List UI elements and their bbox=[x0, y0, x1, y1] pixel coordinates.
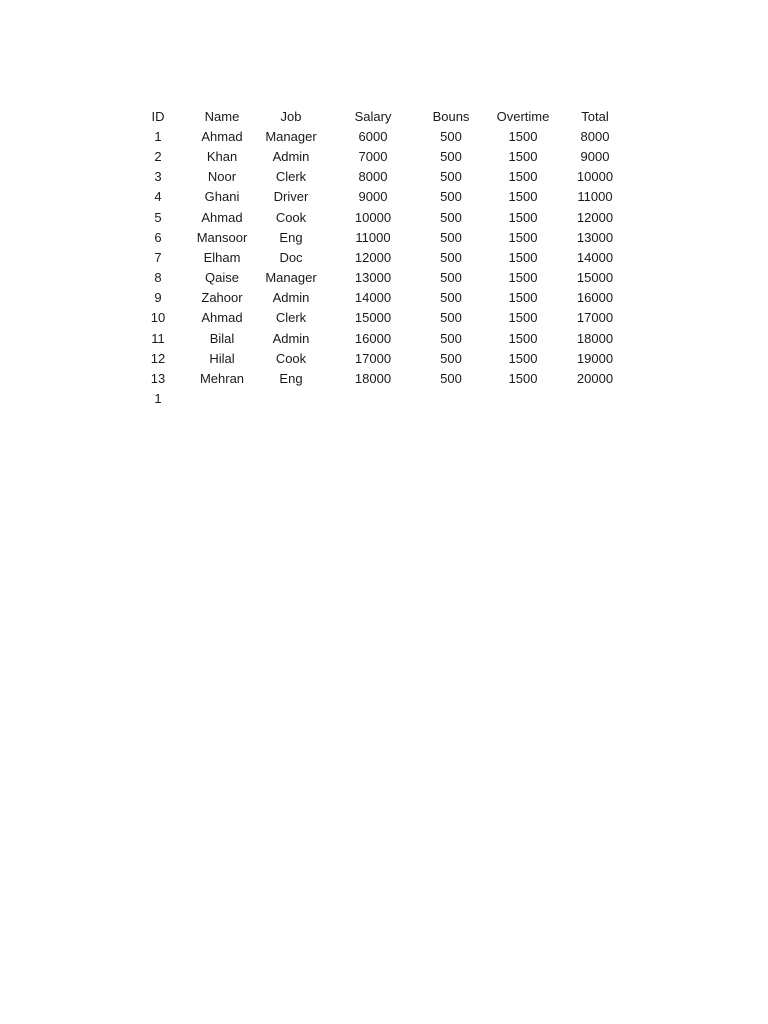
cell-salary[interactable]: 8000 bbox=[358, 169, 388, 185]
table-row bbox=[136, 187, 618, 207]
cell-salary[interactable]: 6000 bbox=[358, 128, 388, 144]
cell-bouns[interactable]: 500 bbox=[440, 330, 462, 346]
cell-id[interactable]: 5 bbox=[154, 209, 162, 225]
cell-id[interactable]: 10 bbox=[150, 310, 166, 326]
cell-overtime[interactable]: 1500 bbox=[508, 350, 538, 366]
cell-id[interactable]: 4 bbox=[154, 189, 162, 205]
cell-overtime[interactable]: 1500 bbox=[508, 189, 538, 205]
cell-id[interactable]: 2 bbox=[154, 148, 162, 164]
cell-salary[interactable]: 12000 bbox=[354, 249, 392, 265]
table-row bbox=[136, 389, 618, 409]
cell-bouns[interactable] bbox=[428, 389, 474, 409]
cell-job[interactable]: Driver bbox=[273, 189, 309, 205]
cell-job[interactable]: Cook bbox=[275, 350, 307, 366]
cell-overtime[interactable]: 1500 bbox=[508, 371, 538, 387]
cell-name[interactable]: Ahmad bbox=[201, 310, 243, 326]
cell-job[interactable]: Admin bbox=[272, 330, 310, 346]
header-overtime[interactable]: Overtime bbox=[496, 108, 550, 124]
cell-bouns[interactable]: 500 bbox=[440, 148, 462, 164]
cell-job[interactable]: Cook bbox=[275, 209, 307, 225]
cell-overtime[interactable]: 1500 bbox=[508, 128, 538, 144]
header-bouns[interactable]: Bouns bbox=[432, 108, 470, 124]
cell-job[interactable]: Manager bbox=[265, 270, 317, 286]
cell-name[interactable]: Mehran bbox=[199, 371, 245, 387]
cell-overtime[interactable]: 1500 bbox=[508, 330, 538, 346]
cell-salary[interactable]: 10000 bbox=[354, 209, 392, 225]
cell-name[interactable]: Khan bbox=[206, 148, 238, 164]
table-row bbox=[136, 288, 618, 308]
cell-total[interactable]: 13000 bbox=[576, 229, 614, 245]
cell-bouns[interactable]: 500 bbox=[440, 189, 462, 205]
cell-job[interactable] bbox=[264, 389, 318, 409]
cell-total[interactable]: 8000 bbox=[580, 128, 610, 144]
cell-salary[interactable]: 11000 bbox=[355, 229, 391, 245]
cell-total[interactable]: 14000 bbox=[576, 249, 614, 265]
cell-total[interactable]: 12000 bbox=[576, 209, 614, 225]
employee-table bbox=[136, 106, 618, 409]
header-job[interactable]: Job bbox=[280, 108, 302, 124]
cell-overtime[interactable]: 1500 bbox=[508, 310, 538, 326]
cell-total[interactable]: 15000 bbox=[576, 270, 614, 286]
cell-job[interactable]: Manager bbox=[265, 128, 317, 144]
cell-id[interactable]: 3 bbox=[154, 169, 162, 185]
cell-name[interactable]: Elham bbox=[203, 249, 241, 265]
cell-total[interactable]: 9000 bbox=[580, 148, 610, 164]
cell-overtime[interactable]: 1500 bbox=[508, 209, 538, 225]
table-row bbox=[136, 268, 618, 288]
cell-bouns[interactable]: 500 bbox=[440, 350, 462, 366]
cell-name[interactable]: Ahmad bbox=[201, 128, 243, 144]
cell-id[interactable]: 8 bbox=[154, 270, 162, 286]
cell-total[interactable]: 16000 bbox=[576, 290, 614, 306]
cell-name[interactable]: Hilal bbox=[209, 350, 235, 366]
cell-salary[interactable]: 13000 bbox=[354, 270, 392, 286]
cell-job[interactable]: Admin bbox=[272, 290, 310, 306]
cell-total[interactable]: 20000 bbox=[576, 371, 614, 387]
cell-overtime[interactable]: 1500 bbox=[508, 249, 538, 265]
cell-salary[interactable]: 18000 bbox=[354, 371, 392, 387]
cell-job[interactable]: Eng bbox=[279, 229, 303, 245]
cell-id[interactable]: 1 bbox=[154, 128, 162, 144]
header-row bbox=[136, 106, 618, 126]
cell-id[interactable]: 9 bbox=[154, 290, 162, 306]
cell-bouns[interactable]: 500 bbox=[440, 229, 462, 245]
cell-job[interactable]: Clerk bbox=[275, 310, 307, 326]
cell-job[interactable]: Doc bbox=[279, 249, 303, 265]
cell-overtime[interactable]: 1500 bbox=[508, 229, 538, 245]
header-total[interactable]: Total bbox=[581, 108, 609, 124]
cell-salary[interactable]: 9000 bbox=[358, 189, 388, 205]
cell-bouns[interactable]: 500 bbox=[440, 209, 462, 225]
cell-id[interactable]: 12 bbox=[150, 350, 166, 366]
table-row bbox=[136, 368, 618, 388]
table-row bbox=[136, 207, 618, 227]
table-row bbox=[136, 227, 618, 247]
cell-salary[interactable]: 7000 bbox=[358, 148, 388, 164]
cell-overtime[interactable] bbox=[474, 389, 572, 409]
cell-overtime[interactable]: 1500 bbox=[508, 148, 538, 164]
cell-bouns[interactable]: 500 bbox=[440, 249, 462, 265]
cell-total[interactable] bbox=[572, 389, 618, 409]
table-row bbox=[136, 167, 618, 187]
header-salary[interactable]: Salary bbox=[354, 108, 392, 124]
cell-job[interactable]: Eng bbox=[279, 371, 303, 387]
header-name[interactable]: Name bbox=[204, 108, 240, 124]
cell-id[interactable]: 1 bbox=[154, 391, 162, 407]
cell-name[interactable]: Ghani bbox=[204, 189, 240, 205]
cell-name[interactable] bbox=[180, 389, 264, 409]
cell-salary[interactable]: 17000 bbox=[354, 350, 392, 366]
cell-salary[interactable]: 15000 bbox=[354, 310, 392, 326]
cell-id[interactable]: 11 bbox=[151, 330, 165, 346]
cell-salary[interactable]: 16000 bbox=[354, 330, 392, 346]
table-row bbox=[136, 328, 618, 348]
cell-bouns[interactable]: 500 bbox=[440, 270, 462, 286]
cell-bouns[interactable]: 500 bbox=[440, 290, 462, 306]
cell-overtime[interactable]: 1500 bbox=[508, 270, 538, 286]
cell-job[interactable]: Admin bbox=[272, 148, 310, 164]
cell-job[interactable]: Clerk bbox=[275, 169, 307, 185]
cell-total[interactable]: 10000 bbox=[576, 169, 614, 185]
cell-total[interactable]: 18000 bbox=[576, 330, 614, 346]
table-body bbox=[136, 126, 618, 409]
table-row bbox=[136, 126, 618, 146]
cell-name[interactable]: Mansoor bbox=[196, 229, 248, 245]
cell-bouns[interactable]: 500 bbox=[440, 371, 462, 387]
cell-name[interactable]: Ahmad bbox=[201, 209, 243, 225]
cell-overtime[interactable]: 1500 bbox=[508, 169, 538, 185]
cell-name[interactable]: Noor bbox=[207, 169, 237, 185]
header-id[interactable]: ID bbox=[151, 108, 165, 124]
cell-salary[interactable]: 14000 bbox=[354, 290, 392, 306]
cell-name[interactable]: Zahoor bbox=[201, 290, 243, 306]
cell-total[interactable]: 19000 bbox=[576, 350, 614, 366]
table-row bbox=[136, 308, 618, 328]
cell-salary[interactable] bbox=[318, 389, 428, 409]
table-row bbox=[136, 348, 618, 368]
cell-total[interactable]: 11000 bbox=[577, 189, 613, 205]
table-row bbox=[136, 146, 618, 166]
cell-id[interactable]: 6 bbox=[154, 229, 162, 245]
cell-overtime[interactable]: 1500 bbox=[508, 290, 538, 306]
cell-name[interactable]: Qaise bbox=[205, 270, 239, 286]
cell-name[interactable]: Bilal bbox=[209, 330, 235, 346]
cell-id[interactable]: 7 bbox=[154, 249, 162, 265]
table-row bbox=[136, 247, 618, 267]
cell-bouns[interactable]: 500 bbox=[440, 128, 462, 144]
cell-bouns[interactable]: 500 bbox=[440, 169, 462, 185]
cell-id[interactable]: 13 bbox=[150, 371, 166, 387]
cell-bouns[interactable]: 500 bbox=[440, 310, 462, 326]
cell-total[interactable]: 17000 bbox=[576, 310, 614, 326]
